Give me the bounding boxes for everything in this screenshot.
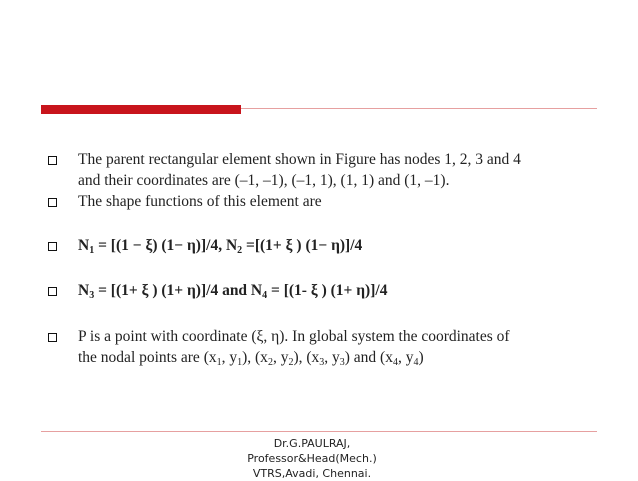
coord-text: the nodal points are (x [78,349,217,366]
n2-expression: =[(1+ ξ ) (1− η)]/4 [242,237,363,254]
coord-subscript: 1 [216,357,222,368]
checkbox-bullet-icon [48,287,57,296]
coord-text: , y [221,349,238,366]
shape-function-n3-n4 [78,280,598,301]
coord-subscript: 4 [392,357,398,368]
coord-text: ), (x [293,349,320,366]
checkbox-bullet-icon [48,198,57,207]
checkbox-bullet-icon [48,333,57,342]
coord-text: ), (x [242,349,268,366]
coord-subscript: 3 [339,357,345,368]
n4-expression: = [(1- ξ ) (1+ η)]/4 [267,282,388,299]
coord-text: , y [272,349,289,366]
footer-divider-line [41,431,597,432]
author-footer [228,436,396,481]
bullet-text-shape-functions: The shape functions of this element are [78,193,322,210]
bullet-text-nodes [78,149,598,191]
coord-subscript: 2 [288,357,294,368]
n2-subscript: 2 [237,245,243,256]
footer-author-title: Professor&Head(Mech.) [247,452,377,465]
n1-symbol: N [78,237,90,254]
footer-author-name: Dr.G.PAULRAJ, [273,437,351,450]
n3-subscript: 3 [89,290,95,301]
bullet-line-coordinates [78,347,598,368]
coord-text: , y [324,349,340,366]
n3-symbol: N [78,282,90,299]
coord-subscript: 1 [237,357,243,368]
shape-function-n1-n2 [78,235,598,256]
coord-subscript: 4 [413,357,419,368]
bullet-text-global-coordinates [78,326,598,368]
bullet-line: and their coordinates are (–1, –1), (–1, 1), (1, 1) and (1, –1). [78,172,450,189]
coord-subscript: 2 [267,357,273,368]
n1-expression: = [(1 − ξ) (1− η)]/4, N [94,237,238,254]
n4-subscript: 4 [262,290,268,301]
footer-author-affiliation: VTRS,Avadi, Chennai. [252,467,372,480]
checkbox-bullet-icon [48,242,57,251]
coord-text: ) [418,349,424,366]
checkbox-bullet-icon [48,156,57,165]
header-red-bar [41,105,241,114]
n1-subscript: 1 [89,245,95,256]
bullet-line: P is a point with coordinate (ξ, η). In global system the coordinates of [78,328,510,345]
coord-text: , y [397,349,414,366]
bullet-line: The parent rectangular element shown in Figure has nodes 1, 2, 3 and 4 [78,151,521,168]
coord-text: ) and (x [344,349,393,366]
header-divider-line [241,108,597,109]
n3-expression: = [(1+ ξ ) (1+ η)]/4 and N [94,282,263,299]
coord-subscript: 3 [319,357,325,368]
